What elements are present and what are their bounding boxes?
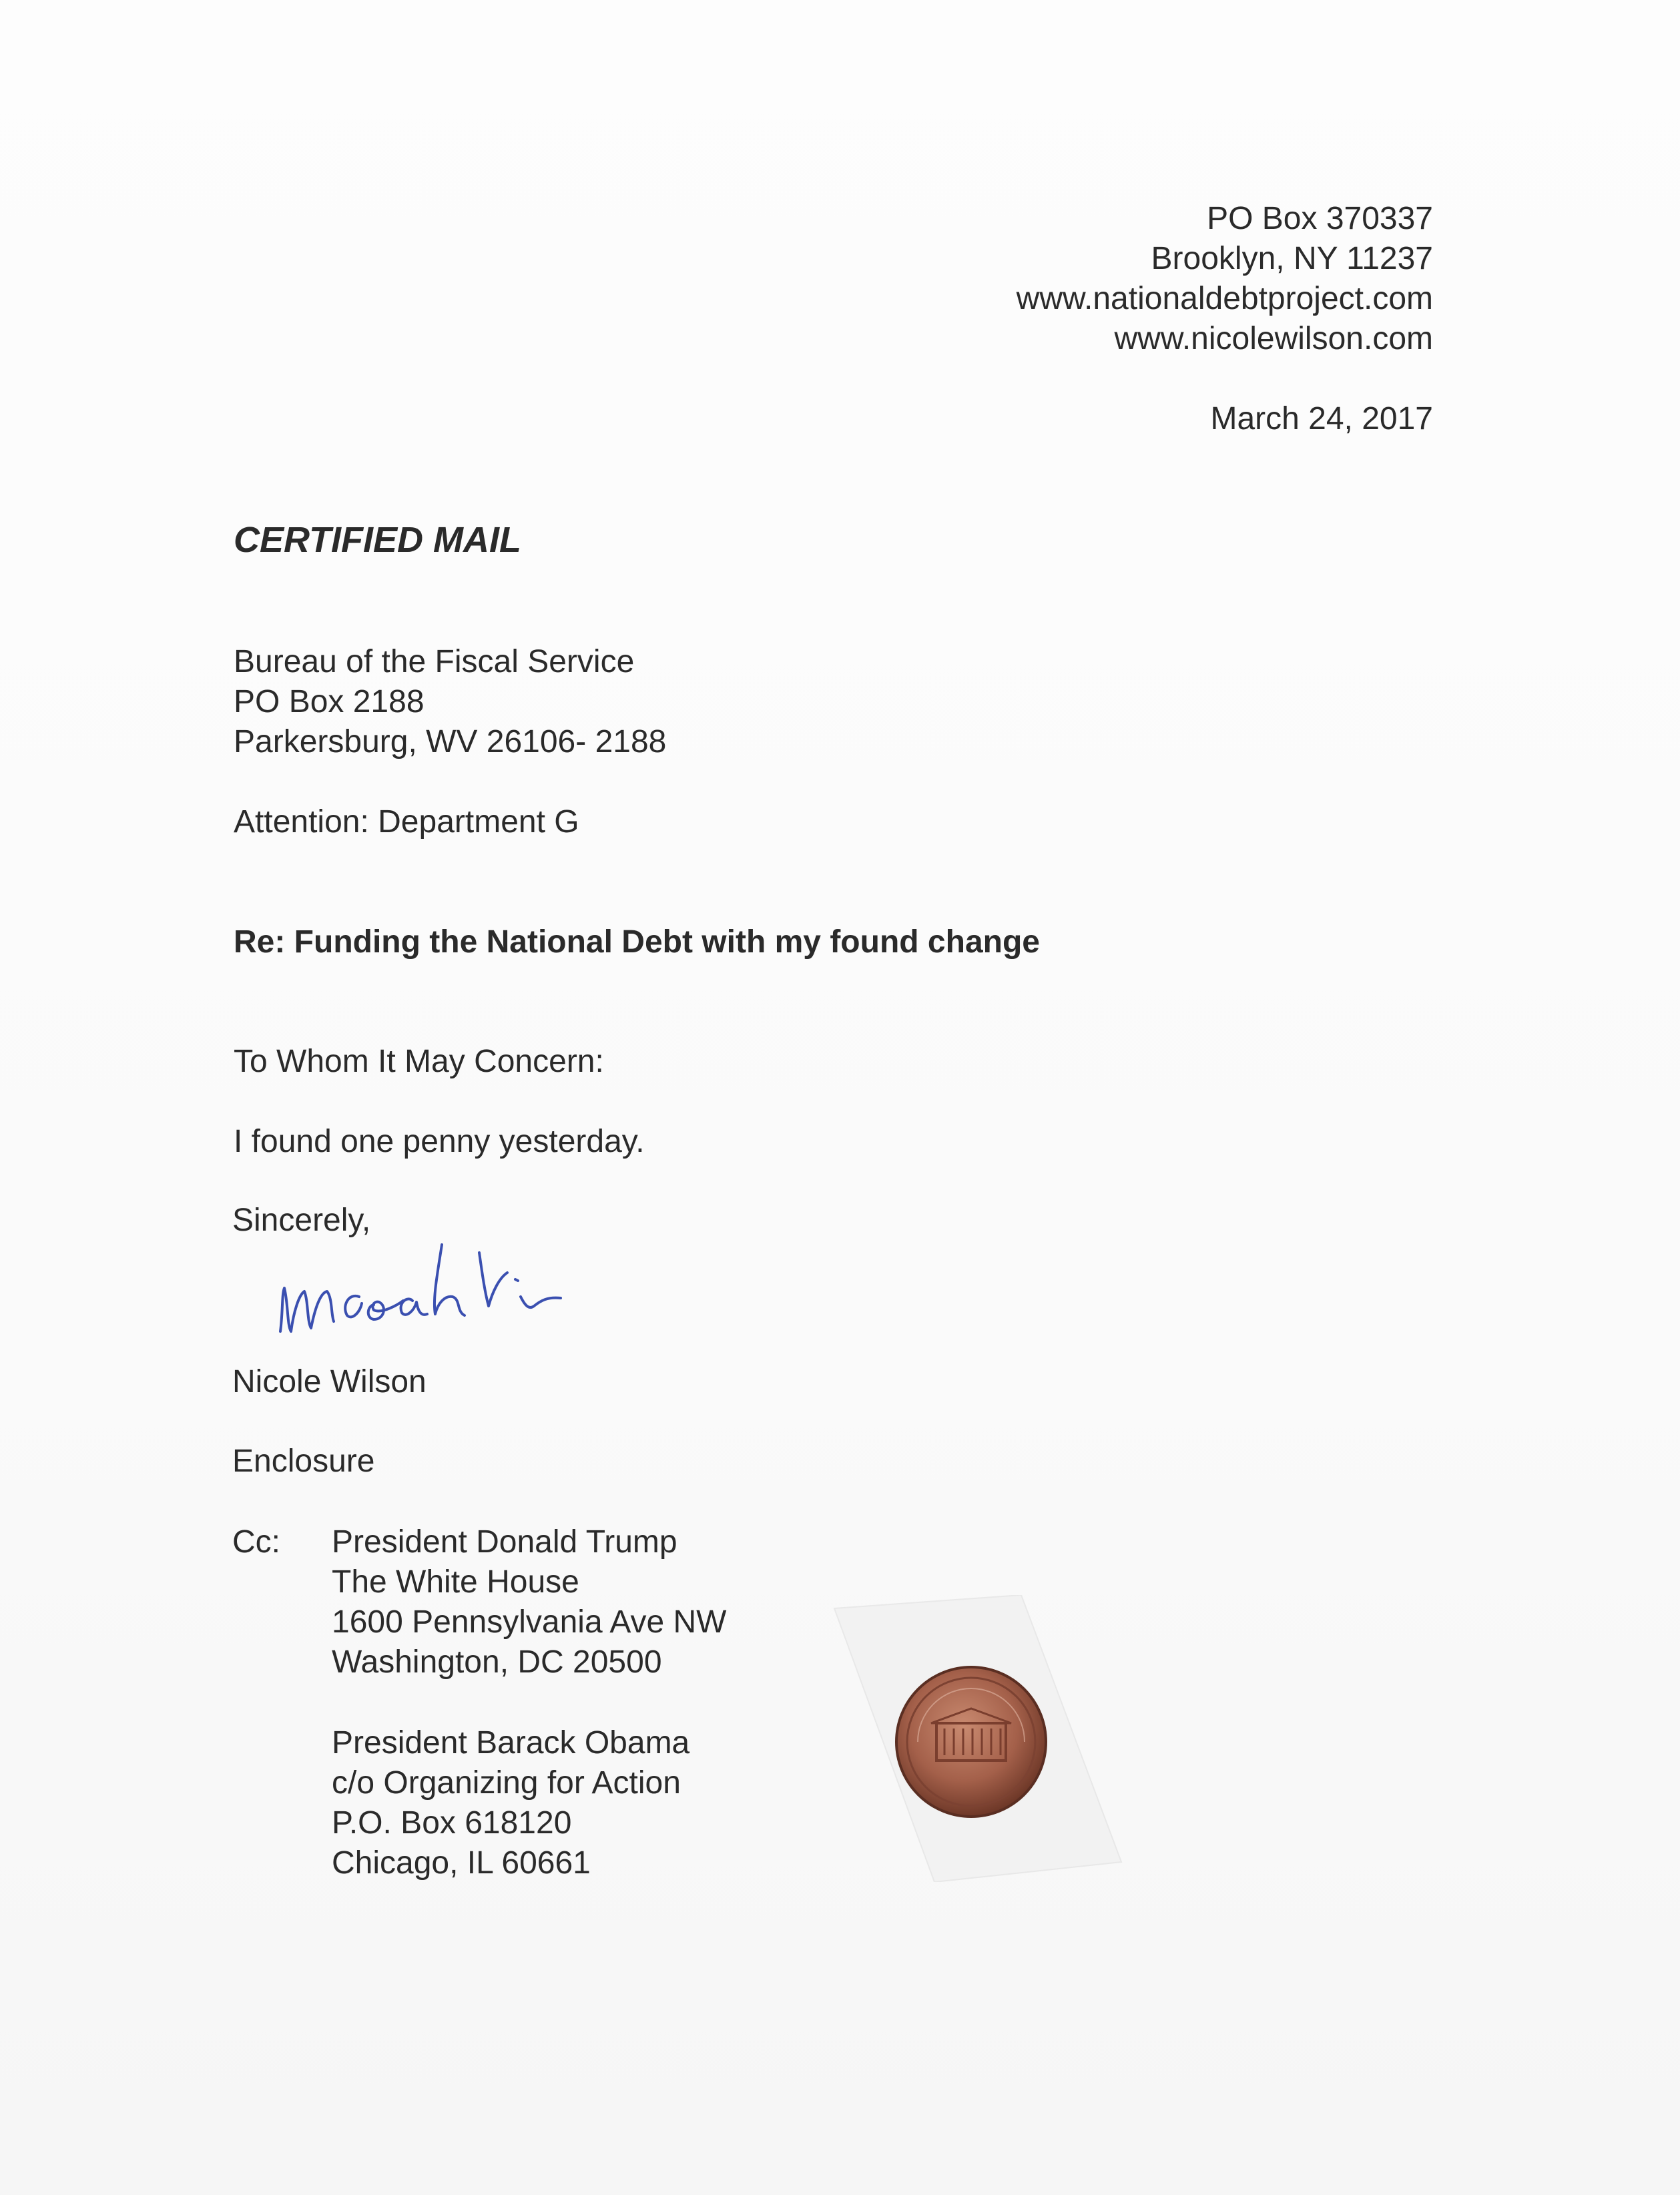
letter-date: March 24, 2017 — [1210, 401, 1433, 436]
cc-recipient-line: Washington, DC 20500 — [332, 1644, 662, 1680]
cc-label: Cc: — [232, 1524, 280, 1560]
sender-city: Brooklyn, NY 11237 — [1151, 241, 1433, 276]
cc-recipient-line: The White House — [332, 1564, 579, 1600]
enclosure-label: Enclosure — [232, 1444, 375, 1479]
recipient-address — [234, 642, 666, 762]
sender-address — [1017, 199, 1433, 359]
recipient-city: Parkersburg, WV 26106- 2188 — [234, 724, 667, 759]
subject-line: Re: Funding the National Debt with my found change — [234, 924, 1040, 960]
penny-coin-icon — [891, 1662, 1051, 1822]
printed-name: Nicole Wilson — [232, 1364, 427, 1399]
message-body: I found one penny yesterday. — [234, 1124, 645, 1159]
cc-recipient-obama — [332, 1723, 689, 1883]
cc-recipient-name: President Barack Obama — [332, 1725, 690, 1761]
delivery-method: CERTIFIED MAIL — [234, 520, 521, 560]
cc-recipient-name: President Donald Trump — [332, 1524, 677, 1560]
sender-po-box: PO Box 370337 — [1207, 201, 1433, 236]
closing: Sincerely, — [232, 1203, 371, 1238]
sender-website-1: www.nationaldebtproject.com — [1016, 281, 1433, 316]
cc-recipient-line: P.O. Box 618120 — [332, 1805, 572, 1841]
cc-recipient-line: 1600 Pennsylvania Ave NW — [332, 1604, 727, 1640]
recipient-po-box: PO Box 2188 — [234, 684, 425, 719]
recipient-name: Bureau of the Fiscal Service — [234, 644, 635, 679]
sender-website-2: www.nicolewilson.com — [1114, 321, 1433, 356]
cc-recipient-line: Chicago, IL 60661 — [332, 1845, 591, 1881]
handwritten-signature — [267, 1231, 614, 1345]
cc-recipient-trump — [332, 1522, 726, 1682]
cc-recipient-line: c/o Organizing for Action — [332, 1765, 681, 1801]
salutation: To Whom It May Concern: — [234, 1044, 604, 1079]
attention-line: Attention: Department G — [234, 804, 579, 840]
